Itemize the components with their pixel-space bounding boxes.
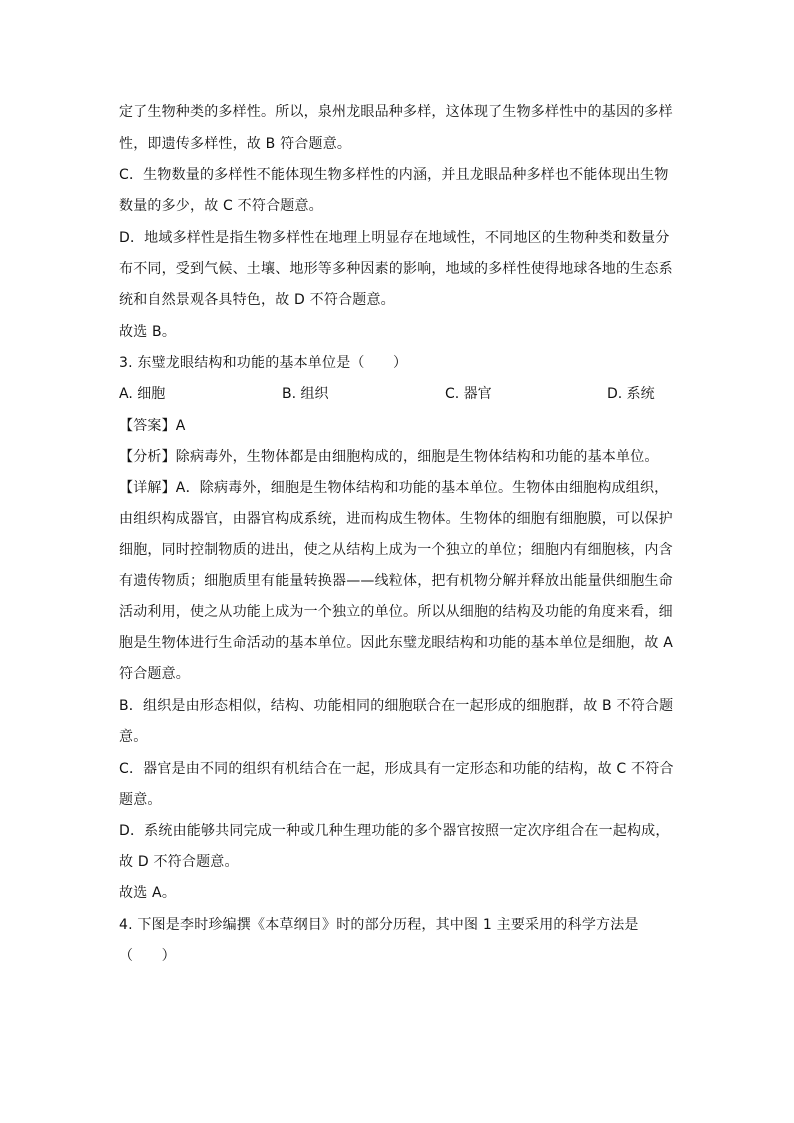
question-3-stem: 3. 东璧龙眼结构和功能的基本单位是（ ） xyxy=(119,355,408,371)
option-a: A. 细胞 xyxy=(119,386,166,402)
text-line: 故 D 不符合题意。 xyxy=(119,854,239,870)
text-line: 故选 A。 xyxy=(119,885,177,901)
text-line: 故选 B。 xyxy=(119,324,177,340)
text-line: 数量的多少，故 C 不符合题意。 xyxy=(119,198,323,214)
analysis-line: 【分析】除病毒外，生物体都是由细胞构成的，细胞是生物体结构和功能的基本单位。 xyxy=(119,449,659,465)
text-line: C．生物数量的多样性不能体现生物多样性的内涵，并且龙眼品种多样也不能体现出生物 xyxy=(119,167,669,183)
text-line: D．地域多样性是指生物多样性在地理上明显存在地域性，不同地区的生物种类和数量分 xyxy=(119,230,670,246)
text-line: 布不同，受到气候、土壤、地形等多种因素的影响，地域的多样性使得地球各地的生态系 xyxy=(119,261,673,277)
option-d: D. 系统 xyxy=(607,386,655,402)
text-line: 统和自然景观各具特色，故 D 不符合题意。 xyxy=(119,292,395,308)
text-line: B．组织是由形态相似，结构、功能相同的细胞联合在一起形成的细胞群，故 B 不符合题 xyxy=(119,698,674,714)
text-line: 有遗传物质；细胞质里有能量转换器——线粒体，把有机物分解并释放出能量供细胞生命 xyxy=(119,573,673,589)
question-4-stem: 4. 下图是李时珍编撰《本草纲目》时的部分历程，其中图 1 主要采用的科学方法是 xyxy=(119,917,639,933)
text-line: 细胞，同时控制物质的进出，使之从结构上成为一个独立的单位；细胞内有细胞核，内含 xyxy=(119,542,673,558)
option-b: B. 组织 xyxy=(282,386,329,402)
option-c: C. 器官 xyxy=(445,386,492,402)
text-line: 胞是生物体进行生命活动的基本单位。因此东璧龙眼结构和功能的基本单位是细胞，故 A xyxy=(119,635,674,651)
text-line: D．系统由能够共同完成一种或几种生理功能的多个器官按照一定次序组合在一起构成， xyxy=(119,823,670,839)
text-line: 【详解】A．除病毒外，细胞是生物体结构和功能的基本单位。生物体由细胞构成组织， xyxy=(119,480,669,496)
text-line: 活动利用，使之从功能上成为一个独立的单位。所以从细胞的结构及功能的角度来看，细 xyxy=(119,604,673,620)
text-line: 定了生物种类的多样性。所以，泉州龙眼品种多样，这体现了生物多样性中的基因的多样 xyxy=(119,104,673,120)
question-4-bracket: （ ） xyxy=(119,948,176,964)
text-line: C．器官是由不同的组织有机结合在一起，形成具有一定形态和功能的结构，故 C 不符合 xyxy=(119,761,674,777)
text-line: 题意。 xyxy=(119,792,162,808)
text-line: 符合题意。 xyxy=(119,666,190,682)
text-line: 意。 xyxy=(119,729,148,745)
text-line: 由组织构成器官，由器官构成系统，进而构成生物体。生物体的细胞有细胞膜，可以保护 xyxy=(119,511,673,527)
answer-line: 【答案】A xyxy=(119,418,186,434)
text-line: 性，即遗传多样性，故 B 符合题意。 xyxy=(119,136,352,152)
